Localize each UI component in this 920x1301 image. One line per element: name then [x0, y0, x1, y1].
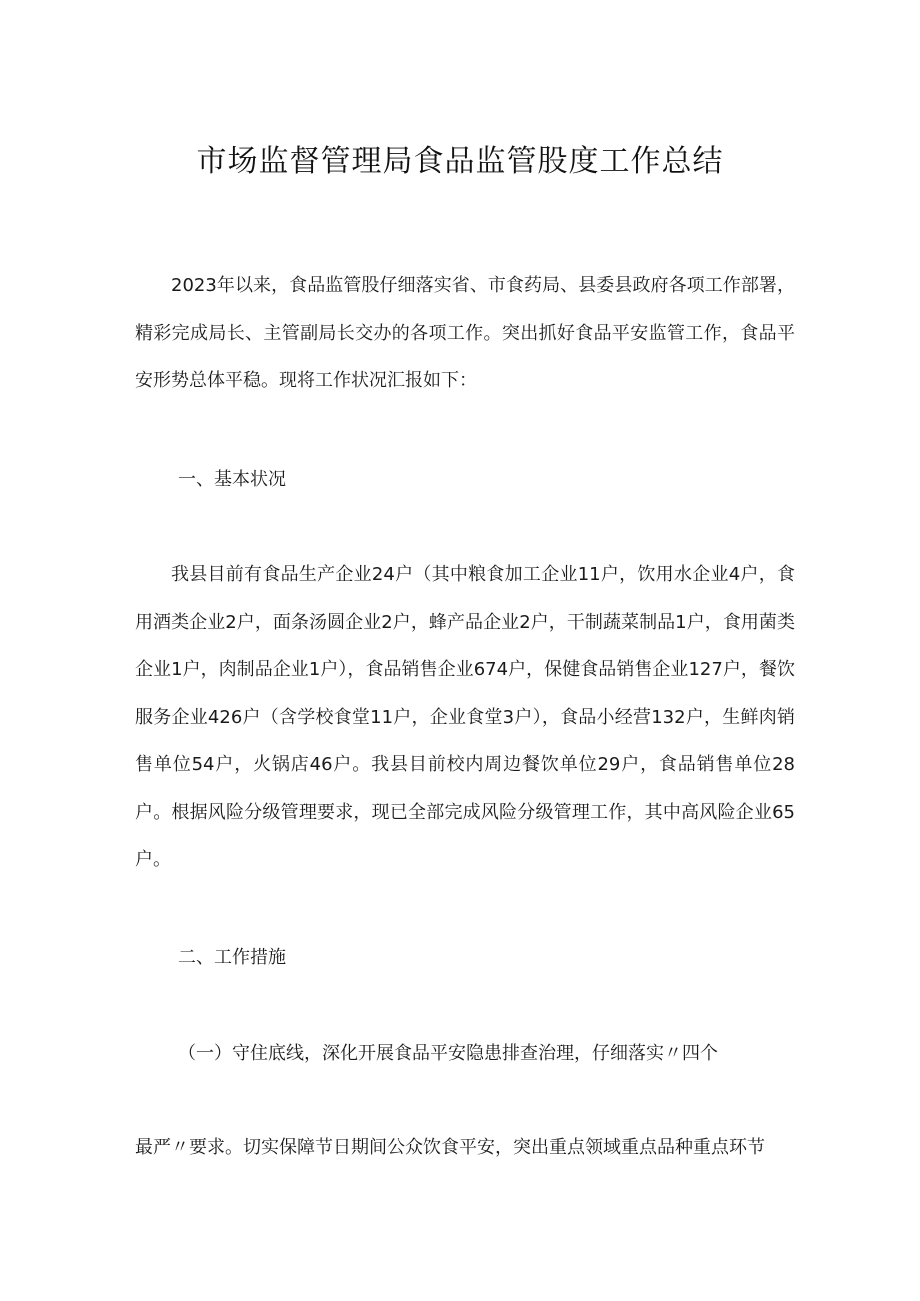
subsection-1-continuation: 最严〃要求。切实保障节日期间公众饮食平安，突出重点领域重点品种重点环节 — [135, 1137, 765, 1158]
section-2-heading: 二、工作措施 — [178, 947, 286, 968]
subsection-1-heading: （一）守住底线，深化开展食品平安隐患排查治理，仔细落实〃四个 — [178, 1043, 718, 1064]
document-title: 市场监督管理局食品监管股度工作总结 — [196, 144, 724, 179]
intro-paragraph: 2023年以来，食品监管股仔细落实省、市食药局、县委县政府各项工作部署，精彩完成局长、主管副局长交办的各项工作。突出抓好食品平安监管工作，食品平安形势总体平稳。现将工作状况汇报如下： — [135, 275, 795, 391]
section-1-paragraph: 我县目前有食品生产企业24户（其中粮食加工企业11户，饮用水企业4户，食用酒类企业2户，面条汤圆企业2户，蜂产品企业2户，干制蔬菜制品1户，食用菌类企业1户，肉制品企业1户），食品销售企业674户，保健食品销售企业127户，餐饮服务企业426户（含学校食堂11户，企业食堂3户），食品小经营132户，生鲜肉销售单位54户，火锅店46户。我县目前校内周边餐饮单位29户，食品销售单位28户。根据风险分级管理要求，现已全部完成风险分级管理工作，其中高风险企业65户。 — [135, 564, 795, 870]
section-1-heading: 一、基本状况 — [178, 469, 286, 490]
